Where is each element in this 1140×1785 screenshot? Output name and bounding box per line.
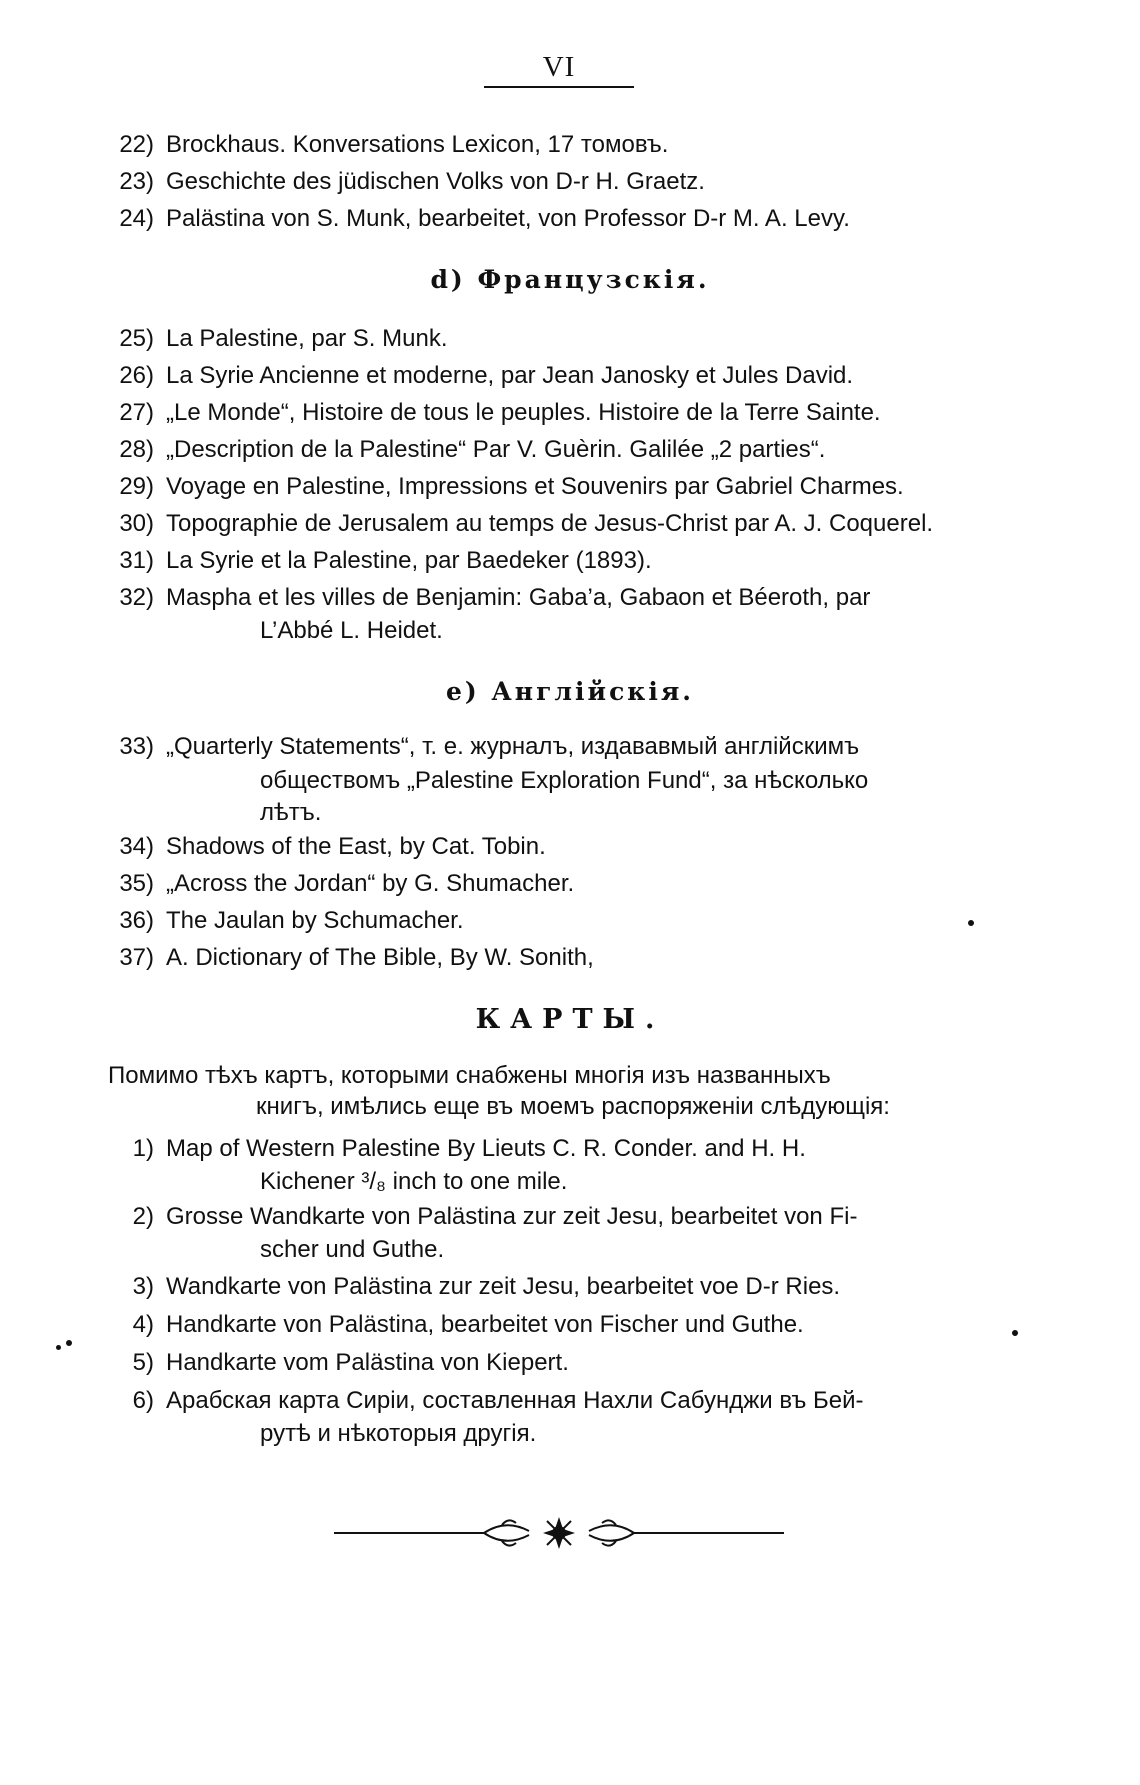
item-text: Handkarte von Palästina, bearbeitet von Fischer und Guthe.: [166, 1311, 804, 1338]
list-item: [0, 1306, 1140, 1344]
item-number: 24): [119, 205, 154, 232]
item-number: 37): [119, 944, 154, 971]
item-text: Geschichte des jüdischen Volks von D-r H. Graetz.: [166, 168, 705, 195]
item-number: 23): [119, 168, 154, 195]
item-number: 31): [119, 547, 154, 574]
list-item: [0, 1130, 1140, 1198]
item-text: Brockhaus. Konversations Lexicon, 17 томовъ.: [166, 131, 669, 158]
item-text: Grosse Wandkarte von Palästina zur zeit Jesu, bearbeitet von Fi-: [166, 1203, 858, 1230]
item-text: La Syrie Ancienne et moderne, par Jean Janosky et Jules David.: [166, 362, 854, 389]
item-text: Handkarte vom Palästina von Kiepert.: [166, 1349, 569, 1376]
item-number: 28): [119, 436, 154, 463]
print-speck: [968, 920, 974, 926]
list-item: [0, 1382, 1140, 1452]
french-list: [0, 320, 1140, 649]
item-text: „Quarterly Statements“, т. е. журналъ, издававмый англiйскимъ: [166, 733, 860, 760]
item-text: „Across the Jordan“ by G. Shumacher.: [166, 870, 575, 897]
item-text: Maspha et les villes de Benjamin: Gaba’a, Gabaon et Béeroth, par: [166, 584, 871, 611]
english-list: [0, 728, 1140, 976]
section-heading-english: e) Англiйскiя.: [445, 677, 695, 706]
item-text: A. Dictionary of The Bible, By W. Sonith,: [166, 944, 594, 971]
item-text: Shadows of the East, by Cat. Tobin.: [166, 833, 546, 860]
item-number: 1): [132, 1135, 154, 1162]
item-text: „Description de la Palestine“ Par V. Guèrin. Galilée „2 parties“.: [166, 436, 826, 463]
item-number: 22): [119, 131, 154, 158]
maps-list: [0, 1130, 1140, 1452]
page-number: VI: [542, 51, 576, 83]
print-speck: [66, 1340, 72, 1346]
item-text: La Syrie et la Palestine, par Baedeker (1893).: [166, 547, 652, 574]
list-item: [0, 320, 1140, 357]
item-number: 32): [119, 584, 154, 611]
item-number: 27): [119, 399, 154, 426]
section-heading-maps: КАРТЫ.: [475, 1004, 665, 1035]
list-item: [0, 939, 1140, 976]
list-item: [0, 865, 1140, 902]
end-ornament-icon: [334, 1511, 784, 1555]
intro-line: книгъ, имѣлись еще въ моемъ распоряженiи слѣдующiя:: [256, 1093, 890, 1120]
maps-intro: [108, 1060, 1008, 1122]
item-number: 4): [132, 1311, 154, 1338]
list-item: [0, 1268, 1140, 1306]
item-text-continued: обществомъ „Palestine Exploration Fund“, за нѣсколько: [260, 767, 869, 794]
ornament-star: [543, 1517, 575, 1549]
german-list: [0, 126, 1140, 237]
item-text-continued: L’Abbé L. Heidet.: [260, 617, 443, 644]
list-item: [0, 505, 1140, 542]
list-item: [0, 579, 1140, 649]
list-item: [0, 126, 1140, 163]
item-number: 34): [119, 833, 154, 860]
list-item: [0, 394, 1140, 431]
print-speck: [56, 1345, 61, 1350]
item-text: Voyage en Palestine, Impressions et Souvenirs par Gabriel Charmes.: [166, 473, 904, 500]
list-item: [0, 728, 1140, 828]
item-text-continued: лѣтъ.: [260, 799, 322, 826]
item-number: 30): [119, 510, 154, 537]
item-text: Palästina von S. Munk, bearbeitet, von Professor D-r M. A. Levy.: [166, 205, 850, 232]
item-text: The Jaulan by Schumacher.: [166, 907, 464, 934]
item-text: „Le Monde“, Histoire de tous le peuples. Histoire de la Terre Sainte.: [166, 399, 881, 426]
section-heading-french: d) Французскiя.: [430, 265, 710, 294]
item-number: 35): [119, 870, 154, 897]
list-item: [0, 468, 1140, 505]
intro-line: Помимо тѣхъ картъ, которыми снабжены многiя изъ названныхъ: [108, 1062, 831, 1089]
item-text: Topographie de Jerusalem au temps de Jesus-Christ par A. J. Coquerel.: [166, 510, 934, 537]
item-number: 3): [132, 1273, 154, 1300]
item-number: 25): [119, 325, 154, 352]
item-text: La Palestine, par S. Munk.: [166, 325, 448, 352]
list-item: [0, 357, 1140, 394]
item-number: 5): [132, 1349, 154, 1376]
list-item: [0, 163, 1140, 200]
print-speck: [1012, 1330, 1018, 1336]
page-number-underline: [484, 86, 634, 88]
item-text-block: [166, 1130, 806, 1197]
item-text: Wandkarte von Palästina zur zeit Jesu, bearbeitet voe D-r Ries.: [166, 1273, 841, 1300]
item-text: Map of Western Palestine By Lieuts C. R. Conder. and H. H.: [166, 1135, 806, 1162]
item-number: 33): [119, 733, 154, 760]
list-item: [0, 1344, 1140, 1382]
list-item: [0, 828, 1140, 865]
item-text: Арабская карта Сирiи, составленная Нахли Сабунджи въ Бей-: [166, 1387, 864, 1414]
item-text-block: [166, 728, 868, 829]
list-item: [0, 1198, 1140, 1268]
item-text-continued: рутѣ и нѣкоторыя другiя.: [260, 1420, 537, 1447]
item-text-block: [166, 579, 870, 646]
list-item: [0, 431, 1140, 468]
item-number: 29): [119, 473, 154, 500]
item-number: 2): [132, 1203, 154, 1230]
item-text-continued: scher und Guthe.: [260, 1236, 445, 1263]
item-text-block: [166, 1382, 864, 1449]
item-number: 26): [119, 362, 154, 389]
item-number: 36): [119, 907, 154, 934]
item-number: 6): [132, 1387, 154, 1414]
item-text-continued: Kichener ³/₈ inch to one mile.: [260, 1168, 568, 1195]
item-text-block: [166, 1198, 857, 1265]
list-item: [0, 542, 1140, 579]
list-item: [0, 200, 1140, 237]
